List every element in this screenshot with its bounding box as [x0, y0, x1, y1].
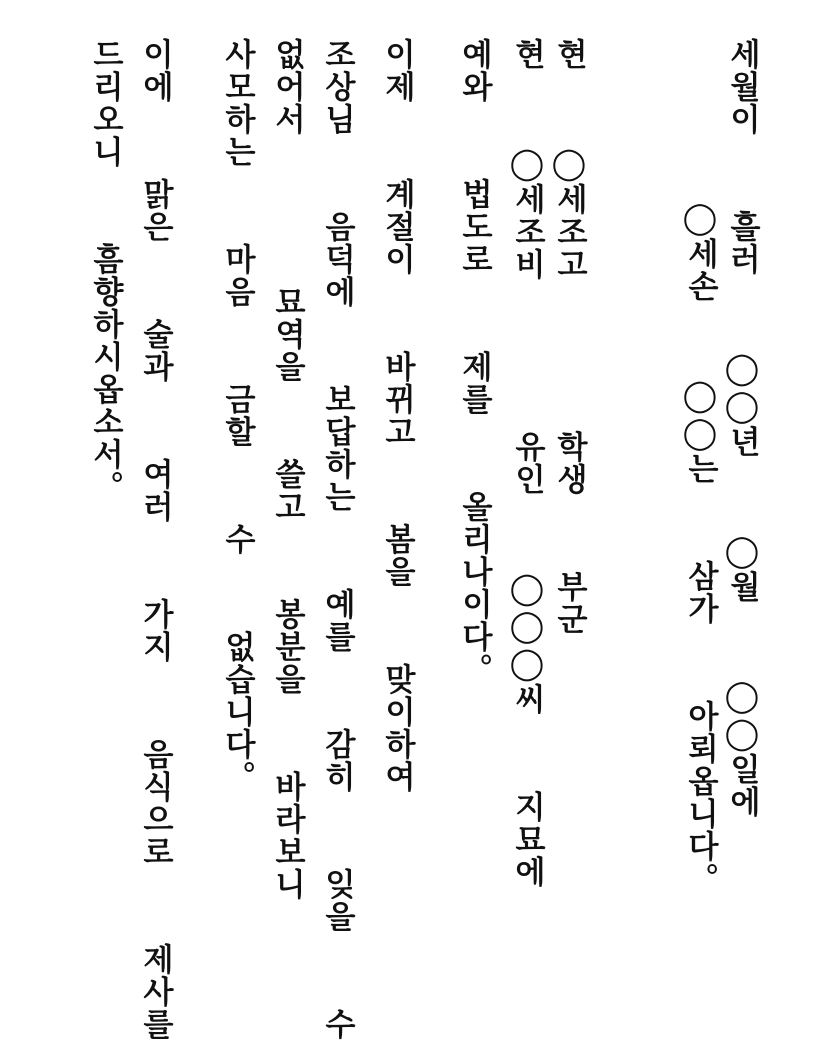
text-line-11: 드리오니 흠향하시옵소서。 — [87, 38, 123, 503]
text-line-9: 사모하는 마음 금할 수 없습니다。 — [219, 38, 255, 793]
text-line-2: ◯세손 ◯◯는 삼가 아뢰옵니다。 — [682, 200, 718, 895]
text-line-1: 세월이 흘러 ◯◯년 ◯월 ◯◯일에 — [724, 38, 760, 818]
text-line-3: 현 ◯세조고 학생 부군 — [551, 38, 587, 636]
text-line-6: 이제 계절이 바뀌고 봄을 맞이하여 — [379, 38, 415, 793]
text-line-7: 조상님 음덕에 보답하는 예를 감히 잊을 수 — [319, 38, 355, 1041]
text-line-4: 현 ◯세조비 유인 ◯◯◯씨 지묘에 — [509, 38, 545, 888]
text-line-5: 예와 법도로 제를 올리나이다。 — [456, 38, 492, 686]
text-line-8: 없어서 묘역을 쓸고 봉분을 바라보니 — [269, 38, 305, 901]
text-line-10: 이에 맑은 술과 여러 가지 음식으로 제사를 — [137, 38, 173, 1041]
